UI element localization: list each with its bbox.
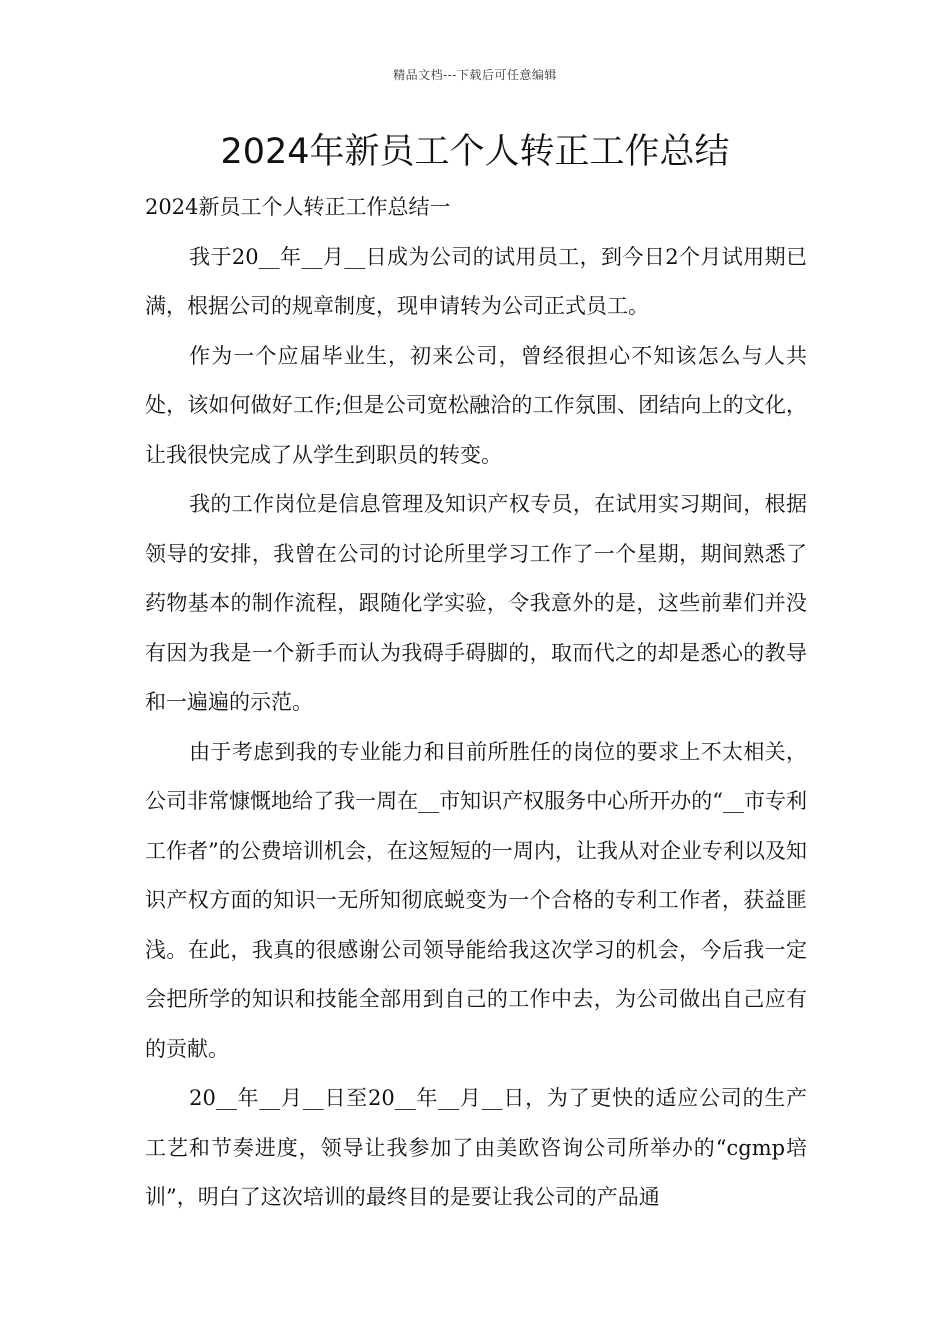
header-note: 精品文档---下载后可任意编辑 bbox=[393, 68, 557, 82]
paragraph: 我的工作岗位是信息管理及知识产权专员，在试用实习期间，根据领导的安排，我曾在公司的讨论所里学习工作了一个星期，期间熟悉了药物基本的制作流程，跟随化学实验，令我意外的是，这些前辈们并没有因为我是一个新手而认为我碍手碍脚的，取而代之的却是悉心的教导和一遍遍的示范。 bbox=[145, 492, 807, 714]
section-subtitle: 2024新员工个人转正工作总结一 bbox=[145, 195, 451, 219]
document-body bbox=[145, 183, 807, 1223]
paragraph: 由于考虑到我的专业能力和目前所胜任的岗位的要求上不太相关，公司非常慷慨地给了我一周在__市知识产权服务中心所开办的“__市专利工作者”的公费培训机会，在这短短的一周内，让我从对企业专利以及知识产权方面的知识一无所知彻底蜕变为一个合格的专利工作者，获益匪浅。在此，我真的很感谢公司领导能给我这次学习的机会，今后我一定会把所学的知识和技能全部用到自己的工作中去，为公司做出自己应有的贡献。 bbox=[145, 739, 807, 1061]
document-title: 2024年新员工个人转正工作总结 bbox=[220, 132, 730, 172]
paragraph: 我于20__年__月__日成为公司的试用员工，到今日2个月试用期已满，根据公司的规章制度，现申请转为公司正式员工。 bbox=[145, 244, 807, 318]
paragraph: 作为一个应届毕业生，初来公司，曾经很担心不知该怎么与人共处，该如何做好工作;但是公司宽松融洽的工作氛围、团结向上的文化，让我很快完成了从学生到职员的转变。 bbox=[145, 343, 807, 467]
paragraph: 20__年__月__日至20__年__月__日，为了更快的适应公司的生产工艺和节奏进度，领导让我参加了由美欧咨询公司所举办的“cgmp培训”，明白了这次培训的最终目的是要让我公司的产品通 bbox=[145, 1086, 807, 1209]
